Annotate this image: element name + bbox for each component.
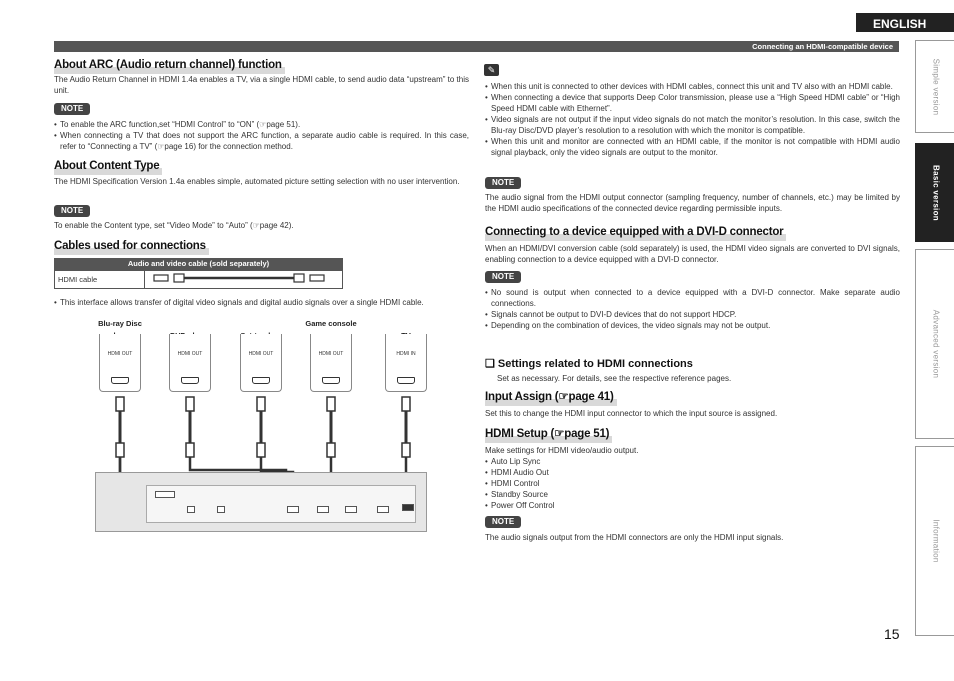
arc-body: The Audio Return Channel in HDMI 1.4a enables a TV, via a single HDMI cable, to send audio data “upstream” to this unit. (54, 75, 469, 96)
list-item: • This interface allows transfer of digital video signals and digital audio signals over a single HDMI cable. (54, 297, 469, 308)
dvi-body: When an HDMI/DVI conversion cable (sold separately) is used, the HDMI video signals are converted to DVI signals, enabling connection to a device equipped with a DVI-D connector. (485, 244, 900, 265)
device-port-label: HDMI OUT (177, 351, 203, 357)
hdmi-setup-items (485, 456, 900, 511)
device-port-label: HDMI OUT (318, 351, 344, 357)
arc-note-badge: NOTE (54, 103, 90, 115)
side-tab-basic-version[interactable]: Basic version (915, 143, 954, 242)
memo-note-badge: NOTE (485, 177, 521, 189)
side-tab-information[interactable]: Information (915, 446, 954, 636)
memo-note-text: The audio signal from the HDMI output connector (sampling frequency, number of channels, etc.) may be limited by the HDMI audio specifications of the connected device regarding permissible inputs. (485, 193, 900, 214)
list-item: • Auto Lip Sync (485, 456, 900, 467)
cables-heading: Cables used for connections (54, 239, 209, 255)
device-port-label: HDMI OUT (107, 351, 133, 357)
list-item: • Power Off Control (485, 500, 900, 511)
receiver-back-panel (95, 472, 427, 532)
list-item: • To enable the ARC function,set “HDMI Control” to “ON” (☞page 51). (54, 119, 469, 130)
language-tab: ENGLISH (856, 13, 954, 32)
list-item: • Depending on the combination of devices, the video signals may not be output. (485, 320, 900, 331)
hdmi-cables-drawing (0, 0, 470, 540)
device-label: Blu-ray Disc (98, 319, 142, 328)
input-assign-body: Set this to change the HDMI input connector to which the input source is assigned. (485, 409, 778, 418)
hdmi-setup-note: The audio signals output from the HDMI connectors are only the HDMI input signals. (485, 533, 784, 542)
cable-row-label: HDMI cable (55, 271, 145, 289)
memo-bullets (485, 81, 900, 158)
checkbox-icon: ❑ (485, 358, 498, 370)
content-type-heading: About Content Type (54, 159, 162, 175)
device-label: Game console (305, 319, 357, 328)
list-item: • When connecting a TV that does not support the ARC function, a separate audio cable is required. In this case, refer to “Connecting a TV” (☞page 16) for the connection method. (54, 130, 469, 152)
hdmi-setup-note-badge: NOTE (485, 516, 521, 528)
list-item: • When this unit is connected to other devices with HDMI cables, connect this unit and TV also with an HDMI cable. (485, 81, 900, 92)
list-item: • Video signals are not output if the input video signals do not match the monitor’s resolution. In this case, switch the Blu-ray Disc/DVD player’s resolution to a resolution with which the monitor is compatible. (485, 114, 900, 136)
settings-heading: ❑ Settings related to HDMI connections (485, 358, 693, 370)
receiver-connector-panel (146, 485, 416, 523)
list-item: • HDMI Audio Out (485, 467, 900, 478)
input-assign-heading: Input Assign (☞page 41) (485, 390, 617, 406)
list-item: • When connecting a device that supports Deep Color transmission, please use a “High Speed HDMI cable” or “High Speed HDMI cable with Ethernet”. (485, 92, 900, 114)
content-type-note: To enable the Content type, set “Video Mode” to “Auto” (☞page 42). (54, 221, 294, 230)
device-port-label: HDMI OUT (248, 351, 274, 357)
list-item: • HDMI Control (485, 478, 900, 489)
content-type-body: The HDMI Specification Version 1.4a enables simple, automated picture setting selection with no user intervention. (54, 177, 460, 186)
breadcrumb: Connecting an HDMI-compatible device (752, 42, 893, 51)
arc-heading: About ARC (Audio return channel) function (54, 58, 285, 74)
hdmi-setup-heading: HDMI Setup (☞page 51) (485, 427, 612, 443)
dvi-note-badge: NOTE (485, 271, 521, 283)
list-item: • No sound is output when connected to a device equipped with a DVI-D connector. Make separate audio connections. (485, 287, 900, 309)
side-tab-advanced-version[interactable]: Advanced version (915, 249, 954, 439)
cable-table-header: Audio and video cable (sold separately) (55, 259, 343, 271)
page-number: 15 (884, 626, 900, 642)
settings-body: Set as necessary. For details, see the respective reference pages. (497, 374, 732, 383)
pencil-icon: ✎ (484, 64, 499, 76)
list-item: • Standby Source (485, 489, 900, 500)
dvi-notes (485, 287, 900, 331)
content-type-note-badge: NOTE (54, 205, 90, 217)
hdmi-setup-body: Make settings for HDMI video/audio output. (485, 446, 639, 455)
device-port-label: HDMI IN (396, 351, 416, 357)
dvi-heading: Connecting to a device equipped with a DVI-D connector (485, 225, 786, 241)
side-tab-simple-version[interactable]: Simple version (915, 40, 954, 133)
list-item: • Signals cannot be output to DVI-D devices that do not support HDCP. (485, 309, 900, 320)
list-item: • When this unit and monitor are connected with an HDMI cable, if the monitor is not compatible with HDMI audio signal playback, only the video signals are output to the monitor. (485, 136, 900, 158)
